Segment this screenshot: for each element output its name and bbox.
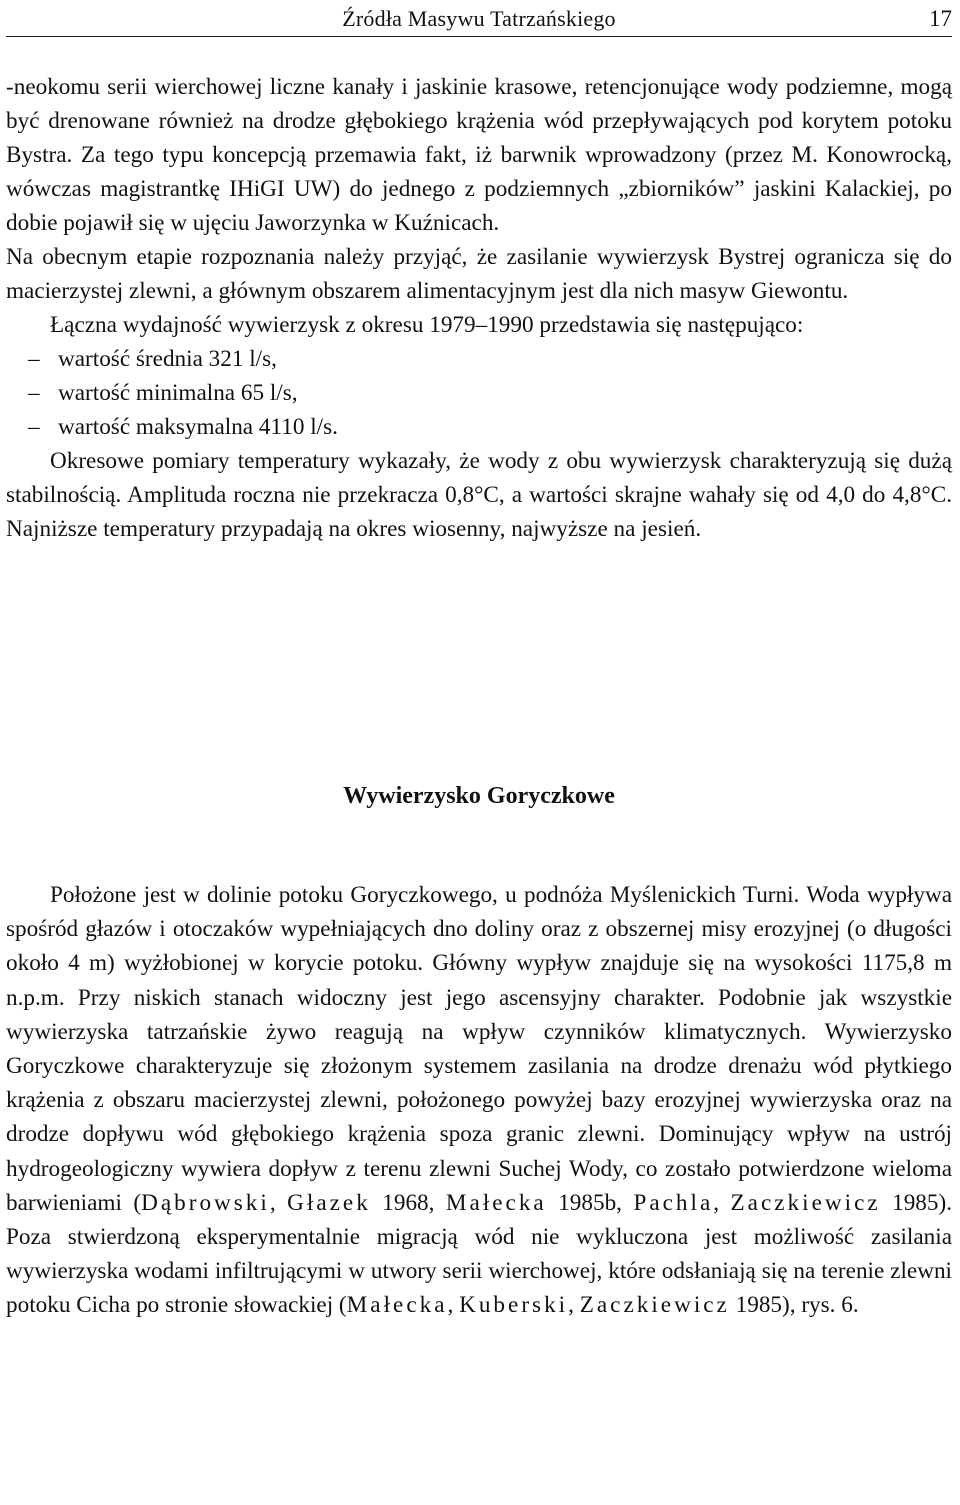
list-dash: – bbox=[28, 380, 40, 406]
text-run: , bbox=[568, 1292, 580, 1319]
author-name: Dąbrowski bbox=[141, 1189, 270, 1216]
text-run: 1985b, bbox=[546, 1189, 634, 1216]
text-run: Położone jest w dolinie potoku Goryczkowego, u podnóża Myślenickich Turni. Woda wypływa spośród głazów i otoczaków wypełniających dno doliny oraz z obszernej misy erozyjnej (o długości około 4 m) wyżłobionej w korycie potoku. Główny wypływ znajduje się na wysokości 1175,8 m n.p.m. Przy niskich stanach widoczny jest jego ascensyjny charakter. Podobnie jak wszystkie wywierzyska tatrzańskie żywo reagują na wpływ czynników klimatycznych. Wywierzysko Goryczkowe charakteryzuje się złożonym systemem zasilania na drodze drenażu wód płytkiego krążenia z obszaru macierzystej zlewni, położonego powyżej bazy erozyjnej wywierzyska oraz na drodze dopływu wód głębokiego krążenia spoza granic zlewni. Dominujący wpływ na ustrój hydrogeologiczny wywiera dopływ z terenu zlewni Suchej Wody, co zostało potwierdzone wieloma barwieniami ( bbox=[6, 882, 952, 1216]
document-page bbox=[6, 0, 952, 1505]
text-run: , bbox=[713, 1189, 731, 1216]
page-number: 17 bbox=[929, 6, 952, 31]
author-name: Zaczkiewicz bbox=[730, 1189, 881, 1216]
list-item bbox=[6, 342, 952, 376]
paragraph-discharge-intro: Łączna wydajność wywierzysk z okresu 1979–1990 przedstawia się następująco: bbox=[50, 312, 804, 338]
list-item-text: wartość średnia 321 l/s, bbox=[58, 346, 277, 372]
body-text bbox=[6, 70, 952, 546]
text-run: 1985). Poza stwierdzoną eksperymentalnie migracją wód nie wykluczona jest możliwość zasilania wywierzyska wodami infiltrującymi w utwory serii wierchowej, które odsłaniają się na terenie zlewni potoku Cicha po stronie słowackiej ( bbox=[6, 1189, 953, 1319]
text-run: , bbox=[269, 1189, 288, 1216]
list-item bbox=[6, 376, 952, 410]
discharge-list bbox=[6, 342, 952, 444]
list-item-text: wartość minimalna 65 l/s, bbox=[58, 380, 298, 406]
list-item bbox=[6, 410, 952, 444]
list-dash: – bbox=[28, 346, 40, 372]
author-name: Głazek bbox=[287, 1189, 371, 1216]
paragraph-temperature: Okresowe pomiary temperatury wykazały, że wody z obu wywierzysk charakteryzują się dużą stabilnością. Amplituda roczna nie przekracza 0,8°C, a wartości skrajne wahały się od 4,0 do 4,8°C. Najniższe temperatury przypadają na okres wiosenny, najwyższe na jesień. bbox=[6, 448, 952, 542]
author-name: Małecka bbox=[445, 1189, 547, 1216]
list-dash: – bbox=[28, 414, 40, 440]
section-text bbox=[6, 878, 952, 1323]
text-run: 1985), rys. 6. bbox=[729, 1292, 859, 1319]
author-name: Pachla bbox=[633, 1189, 714, 1216]
running-header bbox=[6, 4, 952, 37]
section-heading: Wywierzysko Goryczkowe bbox=[343, 783, 615, 809]
author-name: Kuberski bbox=[459, 1292, 569, 1319]
list-item-text: wartość maksymalna 4110 l/s. bbox=[58, 414, 338, 440]
paragraph-recharge: Na obecnym etapie rozpoznania należy przyjąć, że zasilanie wywierzysk Bystrej ogranicza się do macierzystej zlewni, a głównym obszarem alimentacyjnym jest dla nich masyw Giewontu. bbox=[6, 244, 952, 304]
paragraph-goryczkowe bbox=[6, 878, 952, 1323]
author-name: Zaczkiewicz bbox=[579, 1292, 730, 1319]
paragraph-continuation: -neokomu serii wierchowej liczne kanały i jaskinie krasowe, retencjonujące wody podziemne, mogą być drenowane również na drodze głębokiego krążenia wód przepływających pod korytem potoku Bystra. Za tego typu koncepcją przemawia fakt, iż barwnik wprowadzony (przez M. Konowrocką, wówczas magistrantkę IHiGI UW) do jednego z podziemnych „zbiorników” jaskini Kalackiej, po dobie pojawił się w ujęciu Jaworzynka w Kuźnicach. bbox=[6, 74, 952, 236]
text-run: , bbox=[447, 1292, 460, 1319]
author-name: Małecka bbox=[346, 1292, 448, 1319]
running-title: Źródła Masywu Tatrzańskiego bbox=[342, 6, 616, 31]
text-run: 1968, bbox=[370, 1189, 446, 1216]
